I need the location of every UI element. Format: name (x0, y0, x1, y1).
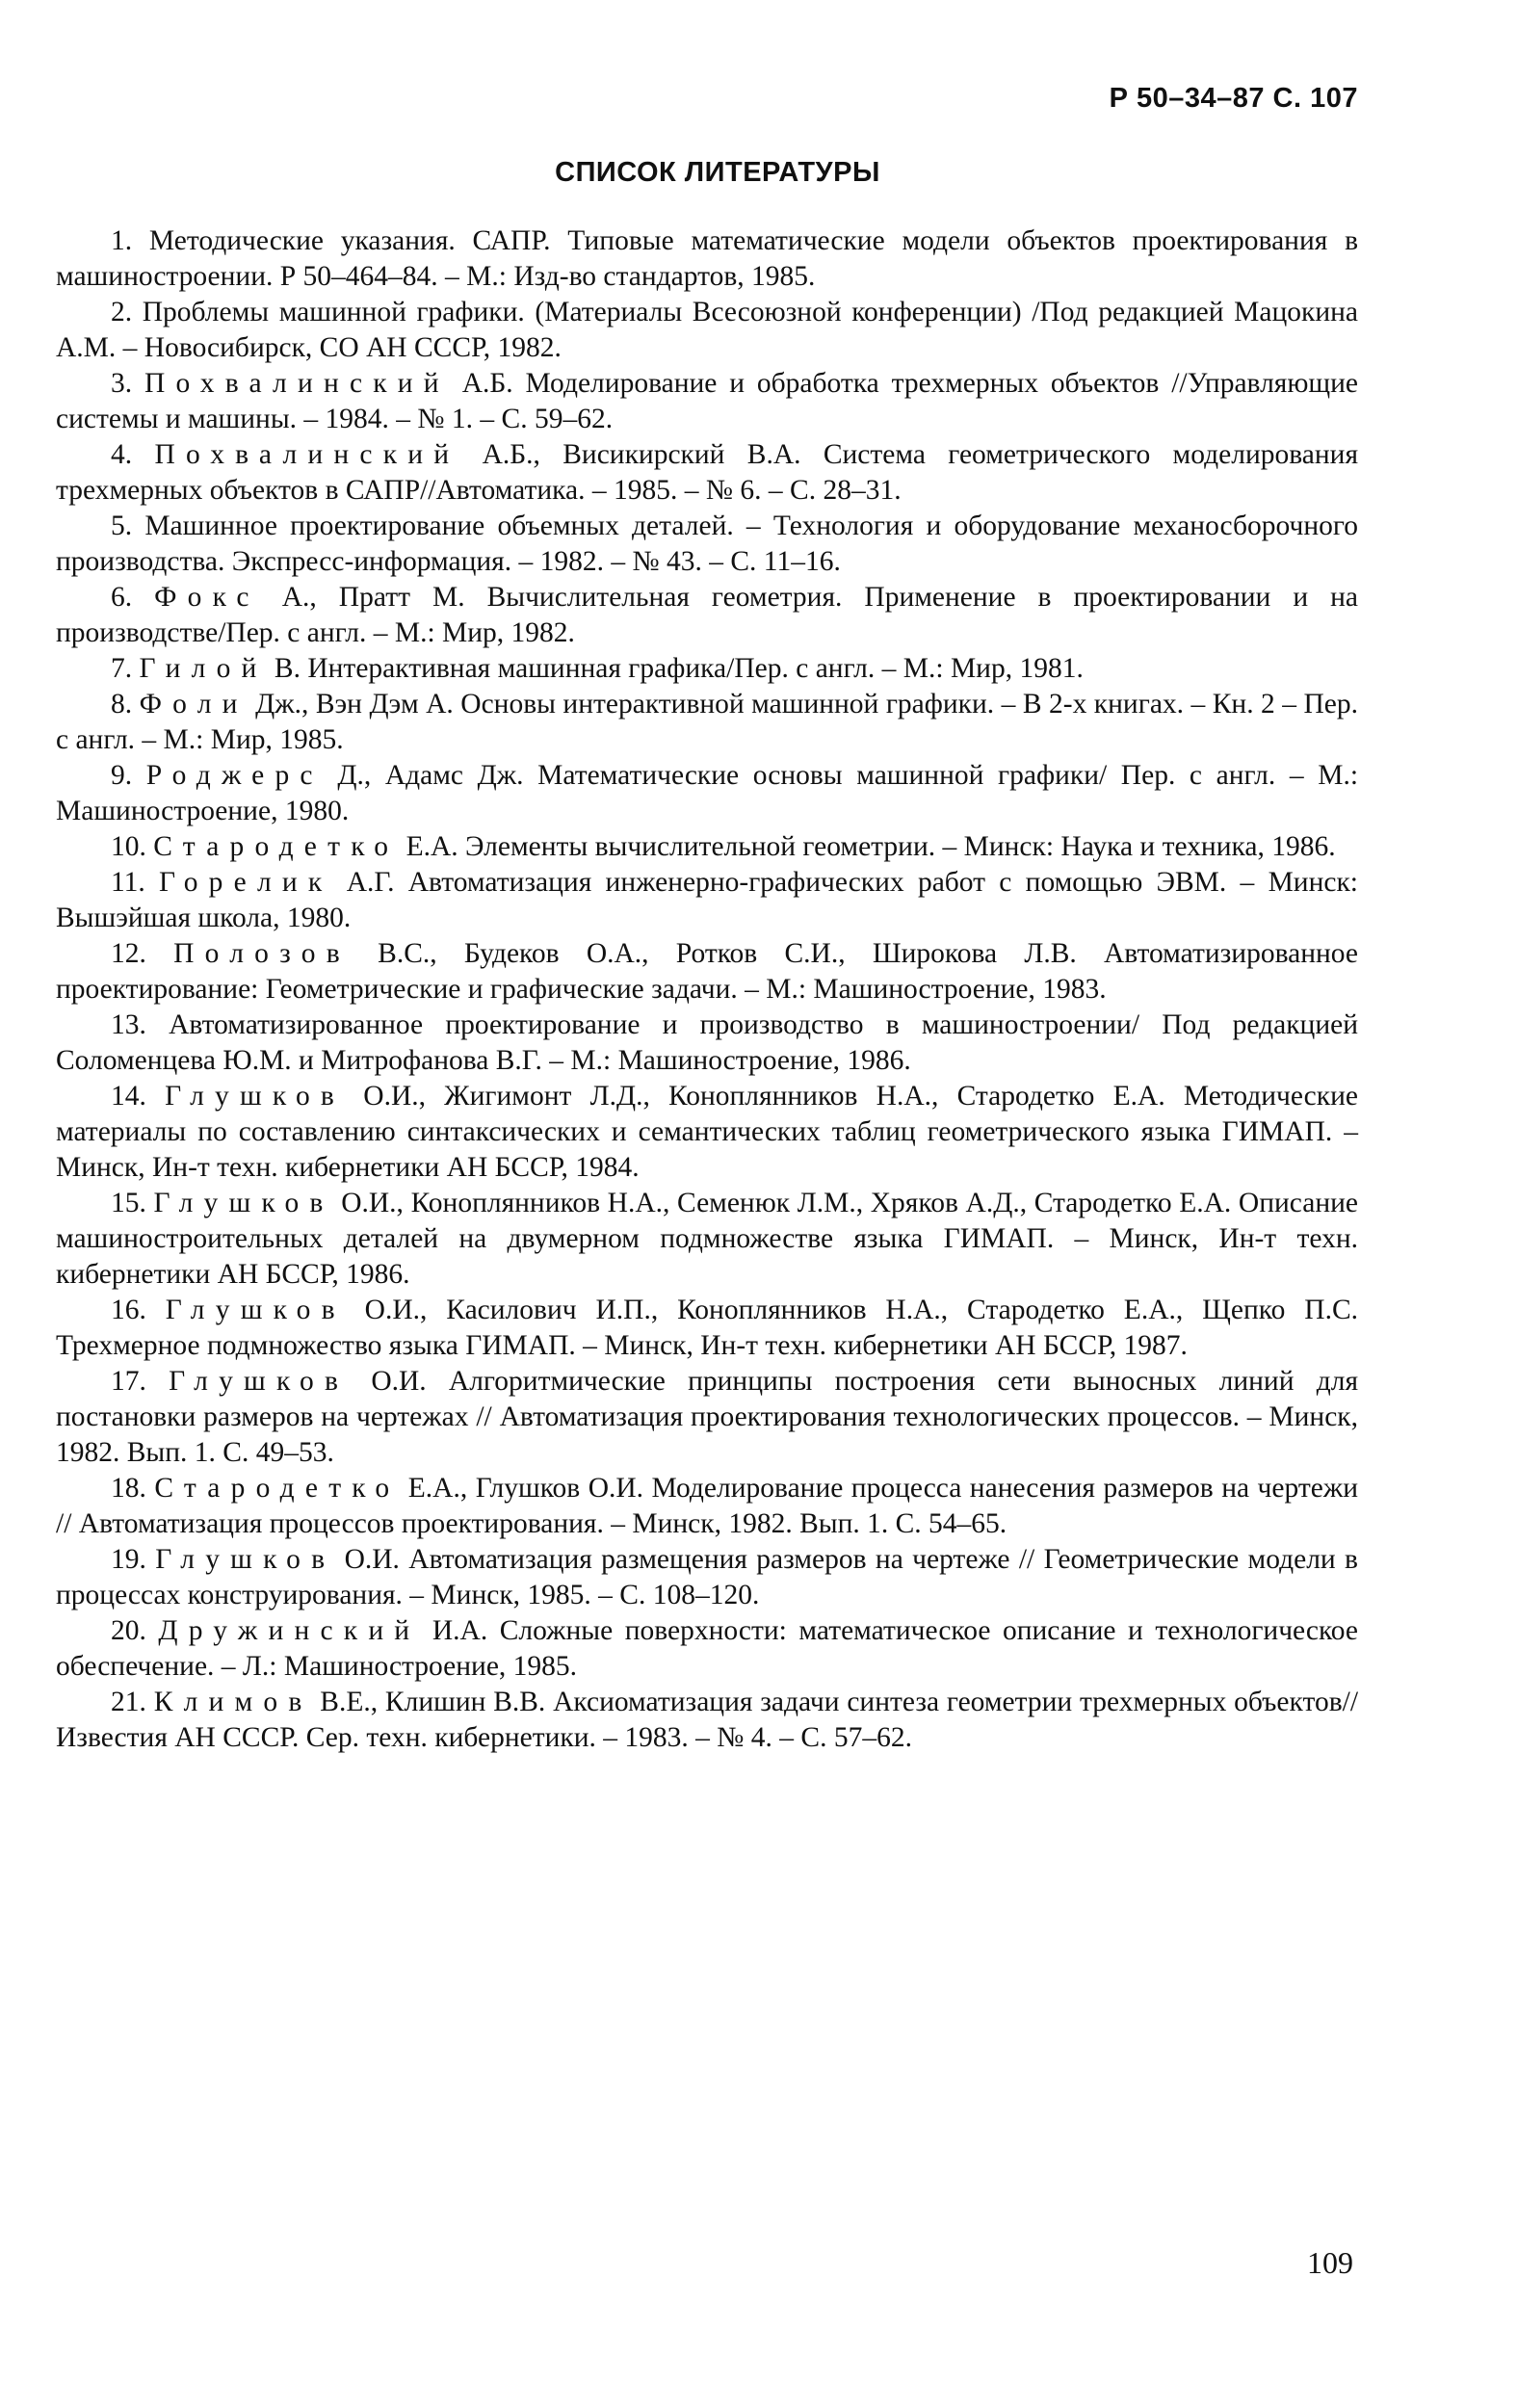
reference-item: 4. Похвалинский А.Б., Висикирский В.А. Система геометрического моделирования трехмерных объектов в САПР//Автоматика. – 1985. – № 6. – С. 28–31. (56, 439, 1359, 506)
reference-item: 12. Полозов В.С., Будеков О.А., Ротков С.И., Широкова Л.В. Автоматизированное проектирование: Геометрические и графические задачи. – М.: Машиностроение, 1983. (56, 938, 1359, 1005)
reference-item: 20. Дружинский И.А. Сложные поверхности: математическое описание и технологическое обеспечение. – Л.: Машиностроение, 1985. (56, 1615, 1359, 1682)
reference-item: 21. Климов В.Е., Клишин В.В. Аксиоматизация задачи синтеза геометрии трехмерных объектов//Известия АН СССР. Сер. техн. кибернетики. – 1983. – № 4. – С. 57–62. (56, 1687, 1359, 1753)
reference-item: 7. Гилой В. Интерактивная машинная графика/Пер. с англ. – М.: Мир, 1981. (111, 653, 1084, 684)
reference-item: 19. Глушков О.И. Автоматизация размещения размеров на чертеже // Геометрические модели в процессах конструирования. – Минск, 1985. – С. 108–120. (56, 1544, 1358, 1610)
reference-item: 18. Стародетко Е.А., Глушков О.И. Моделирование процесса нанесения размеров на чертежи // Автоматизация процессов проектирования. – Минск, 1982. Вып. 1. С. 54–65. (56, 1473, 1358, 1539)
reference-item: 15. Глушков О.И., Коноплянников Н.А., Семенюк Л.М., Хряков А.Д., Стародетко Е.А. Описание машиностроительных деталей на двумерном подмножестве языка ГИМАП. – Минск, Ин-т техн. кибернетики АН БССР, 1986. (56, 1188, 1359, 1290)
reference-item: 6. Фокс А., Пратт М. Вычислительная геометрия. Применение в проектировании и на производстве/Пер. с англ. – М.: Мир, 1982. (56, 582, 1359, 648)
reference-item: 16. Глушков О.И., Касилович И.П., Коноплянников Н.А., Стародетко Е.А., Щепко П.С. Трехмерное подмножество языка ГИМАП. – Минск, Ин-т техн. кибернетики АН БССР, 1987. (56, 1295, 1358, 1361)
reference-item: 10. Стародетко Е.А. Элементы вычислительной геометрии. – Минск: Наука и техника, 1986. (111, 831, 1336, 862)
page-header: Р 50–34–87 С. 107 (1109, 83, 1358, 114)
page-title: СПИСОК ЛИТЕРАТУРЫ (555, 157, 880, 188)
reference-item: 17. Глушков О.И. Алгоритмические принципы построения сети выносных линий для постановки размеров на чертежах // Автоматизация проектирования технологических процессов. – Минск, 1982. Вып. 1. С. 49–53. (56, 1366, 1359, 1468)
references-list (56, 223, 1358, 1756)
page-number: 109 (1307, 2245, 1353, 2280)
reference-item: 2. Проблемы машинной графики. (Материалы Всесоюзной конференции) /Под редакцией Мацокина А.М. – Новосибирск, СО АН СССР, 1982. (56, 297, 1358, 363)
reference-item: 3. Похвалинский А.Б. Моделирование и обработка трехмерных объектов //Управляющие системы и машины. – 1984. – № 1. – С. 59–62. (56, 368, 1359, 434)
reference-item: 14. Глушков О.И., Жигимонт Л.Д., Коноплянников Н.А., Стародетко Е.А. Методические материалы по составлению синтаксических и семантических таблиц геометрического языка ГИМАП. – Минск, Ин-т техн. кибернетики АН БССР, 1984. (56, 1081, 1358, 1183)
reference-item: 1. Методические указания. САПР. Типовые математические модели объектов проектирования в машиностроении. Р 50–464–84. – М.: Изд-во стандартов, 1985. (56, 225, 1359, 292)
reference-item: 8. Фоли Дж., Вэн Дэм А. Основы интерактивной машинной графики. – В 2-х книгах. – Кн. 2 – Пер. с англ. – М.: Мир, 1985. (56, 689, 1359, 755)
reference-item: 5. Машинное проектирование объемных деталей. – Технология и оборудование механосборочного производства. Экспресс-информация. – 1982. – № 43. – С. 11–16. (56, 510, 1358, 577)
reference-item: 9. Роджерс Д., Адамс Дж. Математические основы машинной графики/ Пер. с англ. – М.: Машиностроение, 1980. (56, 760, 1359, 826)
reference-item: 11. Горелик А.Г. Автоматизация инженерно-графических работ с помощью ЭВМ. – Минск: Вышэйшая школа, 1980. (56, 867, 1358, 933)
reference-item: 13. Автоматизированное проектирование и производство в машиностроении/ Под редакцией Соломенцева Ю.М. и Митрофанова В.Г. – М.: Машиностроение, 1986. (56, 1009, 1359, 1076)
